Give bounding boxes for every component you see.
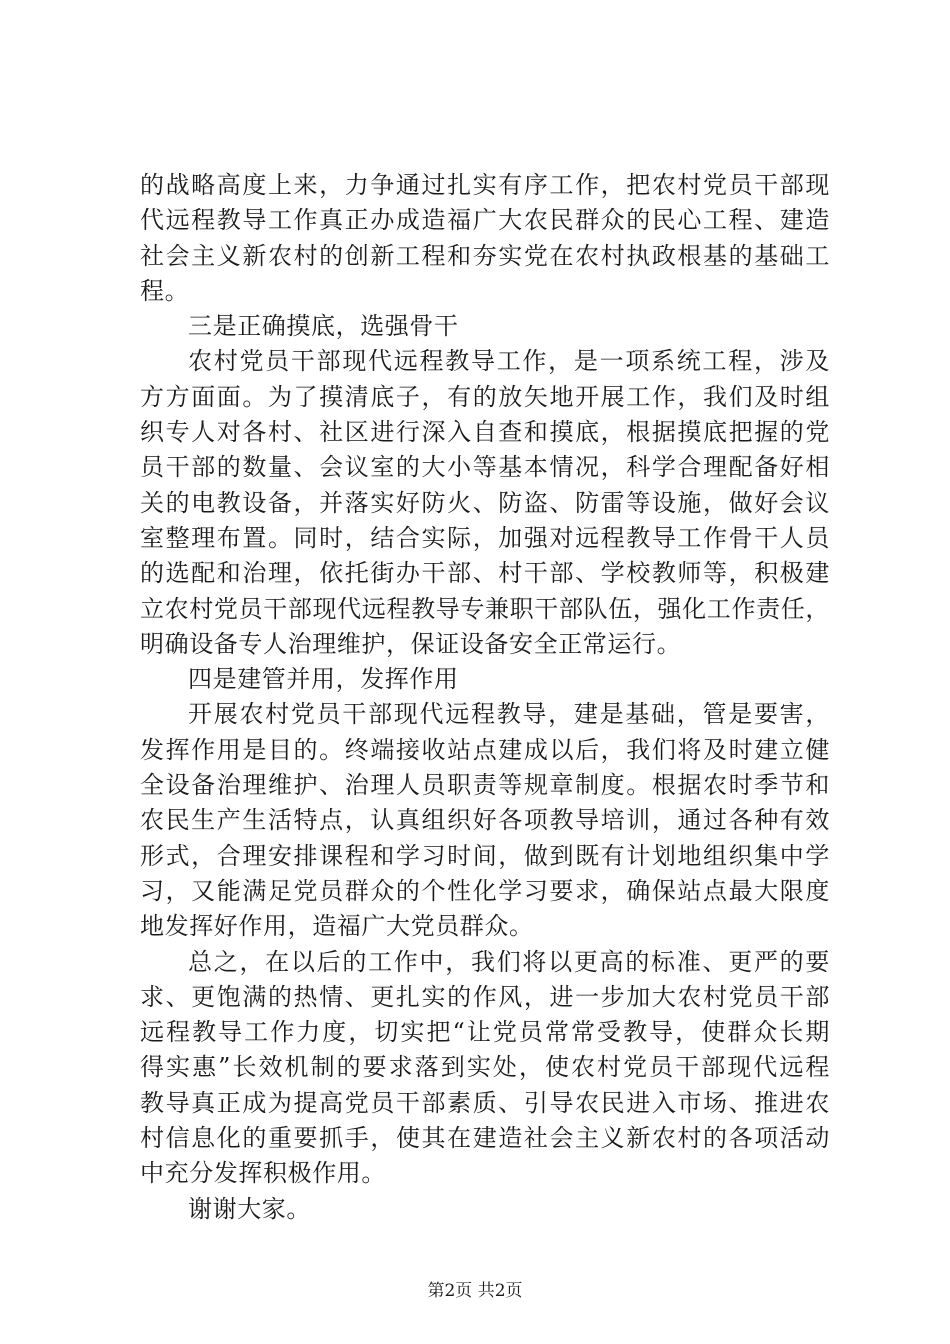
- section-heading: 四是建管并用，发挥作用: [188, 665, 459, 694]
- text-line: 中充分发挥积极作用。: [140, 1159, 386, 1188]
- text-line: 农民生产生活特点，认真组织好各项教导培训，通过各种有效: [140, 806, 830, 835]
- page-number-footer: 第2页 共2页: [427, 1281, 523, 1301]
- text-line: 村信息化的重要抓手，使其在建造社会主义新农村的各项活动: [140, 1124, 830, 1153]
- text-line: 开展农村党员干部现代远程教导，建是基础，管是要害，: [188, 700, 830, 729]
- text-line: 发挥作用是目的。终端接收站点建成以后，我们将及时建立健: [140, 735, 830, 764]
- text-line: 总之，在以后的工作中，我们将以更高的标准、更严的要: [188, 947, 830, 976]
- text-line: 农村党员干部现代远程教导工作，是一项系统工程，涉及: [188, 347, 830, 376]
- section-heading: 三是正确摸底，选强骨干: [188, 312, 459, 341]
- text-line: 室整理布置。同时，结合实际，加强对远程教导工作骨干人员: [140, 523, 830, 552]
- text-line: 关的电教设备，并落实好防火、防盗、防雷等设施，做好会议: [140, 488, 830, 517]
- text-line: 的选配和治理，依托街办干部、村干部、学校教师等，积极建: [140, 559, 830, 588]
- text-line: 程。: [140, 276, 190, 305]
- text-line: 形式，合理安排课程和学习时间，做到既有计划地组织集中学: [140, 841, 830, 870]
- document-body: [140, 168, 830, 1227]
- text-line: 习，又能满足党员群众的个性化学习要求，确保站点最大限度: [140, 876, 830, 905]
- text-line: 教导真正成为提高党员干部素质、引导农民进入市场、推进农: [140, 1088, 830, 1117]
- text-line: 的战略高度上来，力争通过扎实有序工作，把农村党员干部现: [140, 171, 830, 199]
- text-line: 全设备治理维护、治理人员职责等规章制度。根据农时季节和: [140, 771, 830, 800]
- text-line: 远程教导工作力度，切实把“让党员常常受教导，使群众长期: [140, 1018, 830, 1047]
- text-line: 立农村党员干部现代远程教导专兼职干部队伍，强化工作责任，: [140, 594, 830, 623]
- text-line: 得实惠”长效机制的要求落到实处，使农村党员干部现代远程: [140, 1053, 830, 1082]
- closing-line: 谢谢大家。: [188, 1194, 311, 1223]
- text-line: 员干部的数量、会议室的大小等基本情况，科学合理配备好相: [140, 453, 830, 482]
- text-line: 明确设备专人治理维护，保证设备安全正常运行。: [140, 629, 682, 658]
- text-line: 织专人对各村、社区进行深入自查和摸底，根据摸底把握的党: [140, 418, 830, 447]
- text-line: 方方面面。为了摸清底子，有的放矢地开展工作，我们及时组: [140, 382, 830, 411]
- text-line: 社会主义新农村的创新工程和夯实党在农村执政根基的基础工: [140, 241, 830, 270]
- text-line: 代远程教导工作真正办成造福广大农民群众的民心工程、建造: [140, 206, 830, 235]
- text-line: 求、更饱满的热情、更扎实的作风，进一步加大农村党员干部: [140, 982, 830, 1011]
- text-line: 地发挥好作用，造福广大党员群众。: [140, 912, 534, 941]
